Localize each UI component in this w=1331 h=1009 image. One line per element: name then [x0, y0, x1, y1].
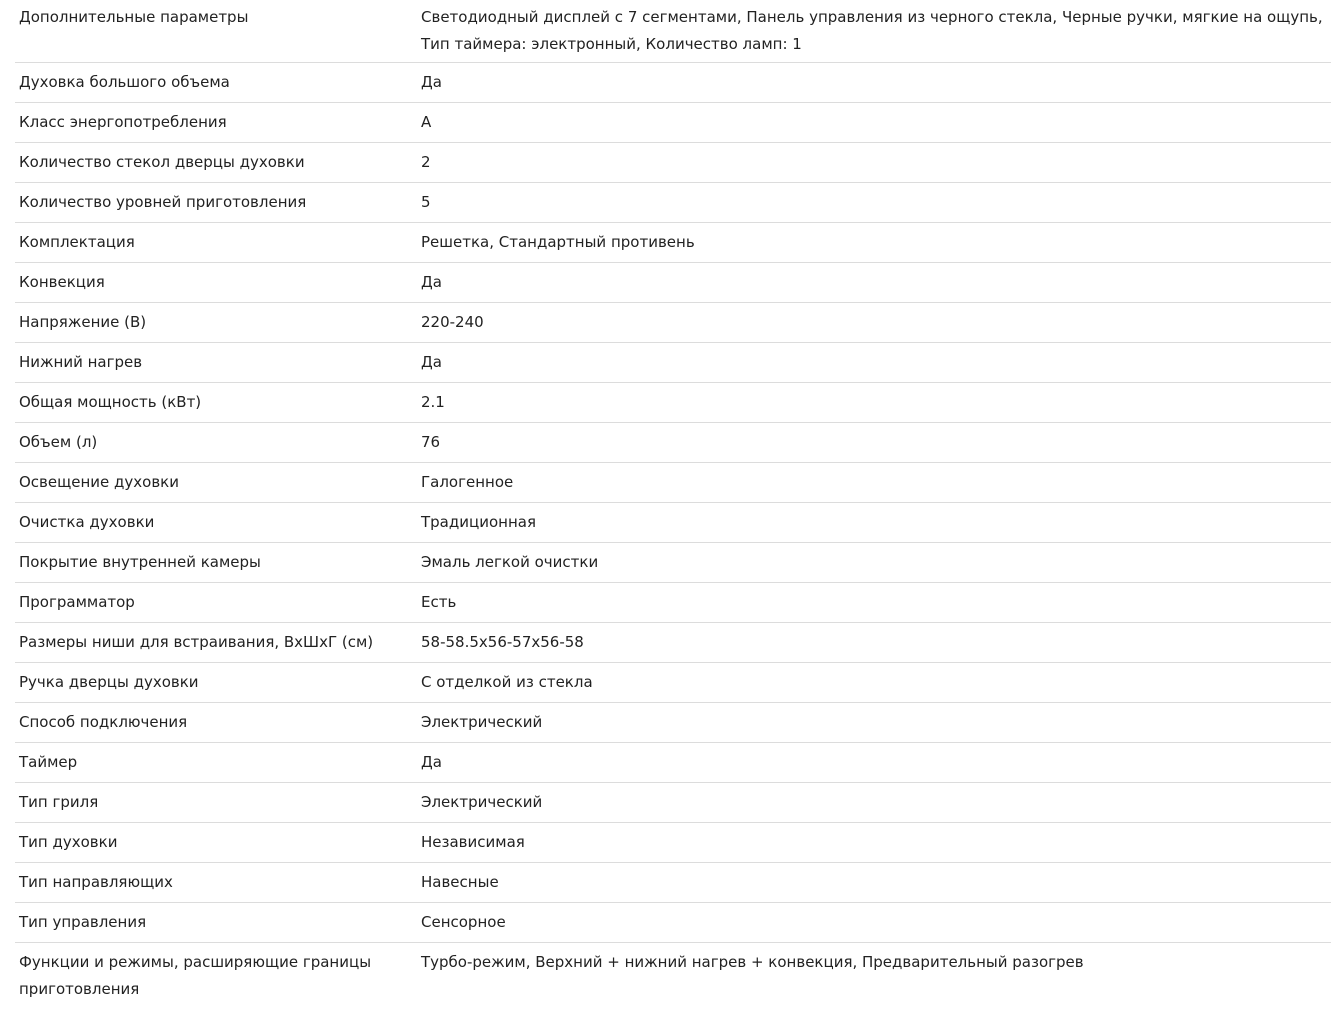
- spec-name: Объем (л): [19, 433, 98, 451]
- spec-value: Да: [421, 73, 442, 91]
- spec-row: [15, 703, 1331, 743]
- spec-row: [15, 423, 1331, 463]
- spec-row: [15, 903, 1331, 943]
- spec-row: [15, 623, 1331, 663]
- spec-value: Эмаль легкой очистки: [421, 553, 599, 571]
- spec-row: [15, 503, 1331, 543]
- spec-row: [15, 543, 1331, 583]
- spec-name: Программатор: [19, 593, 135, 611]
- spec-value: Галогенное: [421, 473, 514, 491]
- spec-row: [15, 743, 1331, 783]
- spec-value: 5: [421, 193, 431, 211]
- spec-row: [15, 143, 1331, 183]
- spec-row: [15, 263, 1331, 303]
- spec-name: Конвекция: [19, 273, 105, 291]
- spec-name: Тип управления: [19, 913, 147, 931]
- spec-value: 220-240: [421, 313, 484, 331]
- spec-name: Освещение духовки: [19, 473, 179, 491]
- spec-row: [15, 663, 1331, 703]
- spec-value: Да: [421, 753, 442, 771]
- spec-name: Комплектация: [19, 233, 135, 251]
- spec-value: Независимая: [421, 833, 525, 851]
- spec-name: Тип направляющих: [19, 873, 173, 891]
- spec-name: Напряжение (В): [19, 313, 147, 331]
- spec-row: [15, 463, 1331, 503]
- spec-value: 2: [421, 153, 431, 171]
- spec-name: Количество стекол дверцы духовки: [19, 153, 305, 171]
- spec-name: Духовка большого объема: [19, 73, 230, 91]
- spec-value: Да: [421, 273, 442, 291]
- spec-row: [15, 823, 1331, 863]
- spec-value: Есть: [421, 593, 457, 611]
- spec-name: Покрытие внутренней камеры: [19, 553, 261, 571]
- spec-row: [15, 783, 1331, 823]
- spec-value: 76: [421, 433, 441, 451]
- spec-value: Электрический: [421, 713, 543, 731]
- spec-name: Функции и режимы, расширяющие границы приготовления: [19, 953, 372, 998]
- spec-value: Электрический: [421, 793, 543, 811]
- spec-name: Нижний нагрев: [19, 353, 143, 371]
- spec-name: Способ подключения: [19, 713, 188, 731]
- spec-name: Тип гриля: [19, 793, 99, 811]
- spec-name: Класс энергопотребления: [19, 113, 227, 131]
- spec-value: Да: [421, 353, 442, 371]
- spec-value: Сенсорное: [421, 913, 506, 931]
- spec-value: Традиционная: [421, 513, 536, 531]
- spec-name: Тип духовки: [19, 833, 118, 851]
- spec-row: [15, 943, 1331, 1009]
- spec-value: Турбо-режим, Верхний + нижний нагрев + конвекция, Предварительный разогрев: [421, 953, 1084, 971]
- spec-name: Таймер: [19, 753, 78, 771]
- spec-value: Навесные: [421, 873, 499, 891]
- spec-name: Ручка дверцы духовки: [19, 673, 199, 691]
- spec-row: [15, 63, 1331, 103]
- spec-value: Решетка, Стандартный противень: [421, 233, 695, 251]
- spec-value: С отделкой из стекла: [421, 673, 593, 691]
- spec-row: [15, 343, 1331, 383]
- spec-row: [15, 583, 1331, 623]
- spec-row: [15, 223, 1331, 263]
- spec-row: [15, 183, 1331, 223]
- spec-row: [15, 0, 1331, 63]
- spec-row: [15, 103, 1331, 143]
- spec-name: Очистка духовки: [19, 513, 155, 531]
- spec-value: 2.1: [421, 393, 445, 411]
- spec-row: [15, 383, 1331, 423]
- spec-name: Дополнительные параметры: [19, 8, 249, 26]
- spec-name: Общая мощность (кВт): [19, 393, 202, 411]
- spec-name: Размеры ниши для встраивания, ВхШхГ (см): [19, 633, 374, 651]
- spec-value: Светодиодный дисплей с 7 сегментами, Панель управления из черного стекла, Черные ручки, мягкие на ощупь, Тип таймера: электронный, Количество ламп: 1: [421, 8, 1323, 53]
- spec-value: 58-58.5x56-57x56-58: [421, 633, 584, 651]
- spec-row: [15, 303, 1331, 343]
- spec-value: A: [421, 113, 432, 131]
- spec-row: [15, 863, 1331, 903]
- spec-name: Количество уровней приготовления: [19, 193, 307, 211]
